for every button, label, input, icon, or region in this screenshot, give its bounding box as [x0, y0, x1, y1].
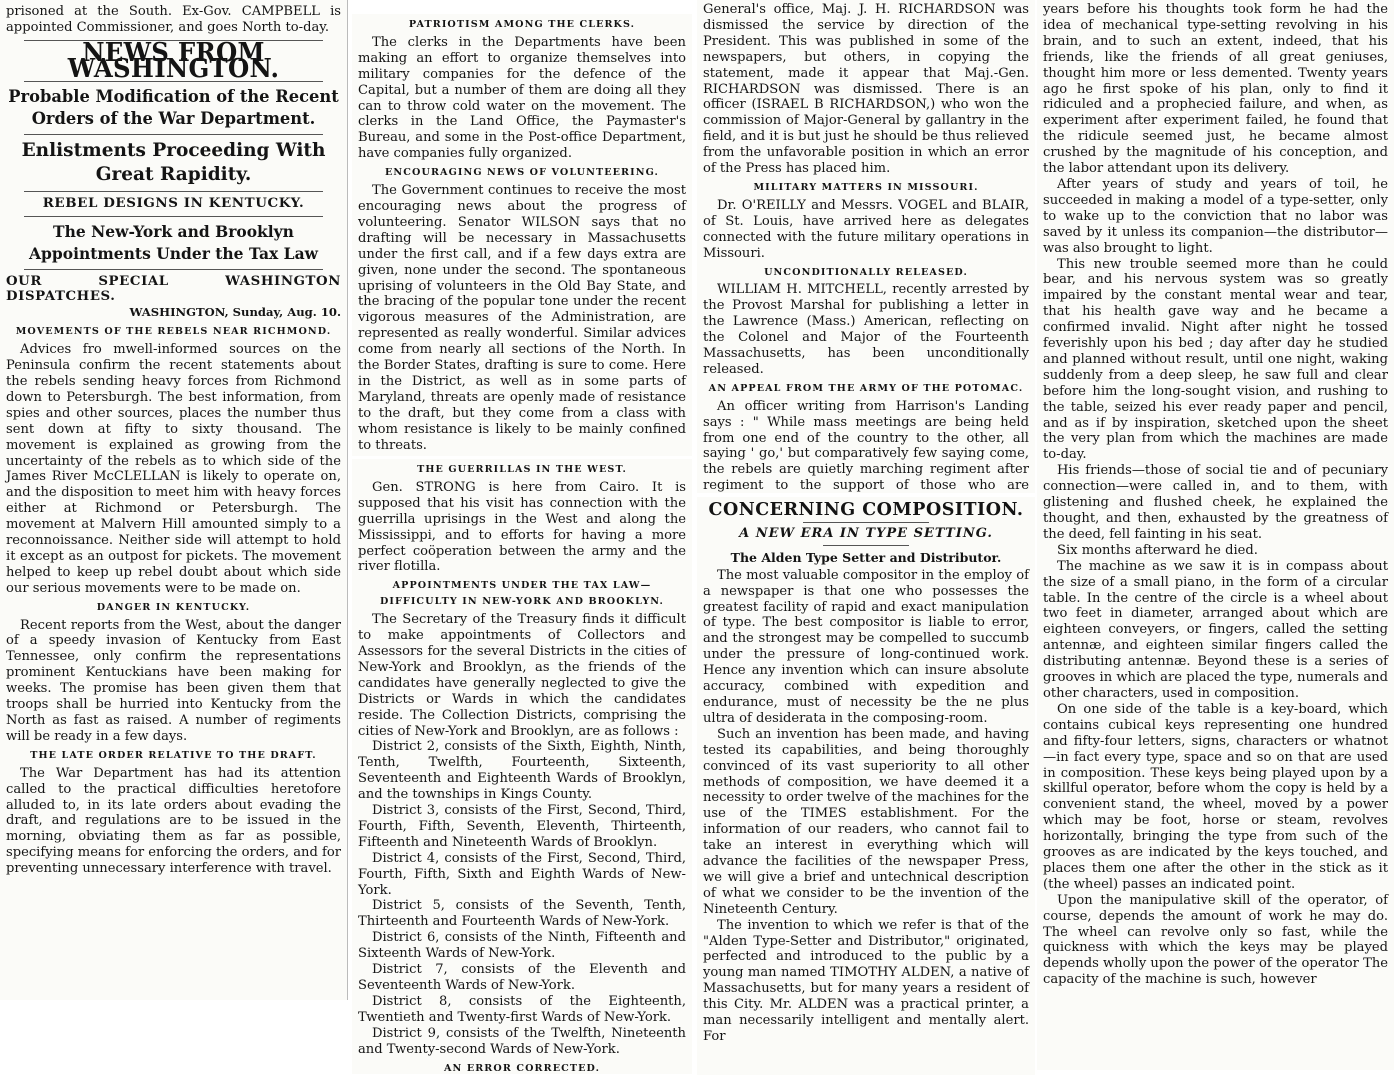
richardson-clipping	[697, 0, 1035, 493]
divider	[24, 269, 323, 270]
subhead-danger: DANGER IN KENTUCKY.	[96, 601, 251, 613]
subhead-error: AN ERROR CORRECTED.	[443, 1062, 601, 1074]
paragraph-patriotism: The clerks in the Departments have been making an effort to organize themselves into military companies for the defence of the Capital, but a number of them are doing all they can to throw cold water on the movement. The clerks in the Land Office, the Paymaster's Bureau, and some in the Post-office Department, have companies fully organized.	[358, 34, 686, 162]
paragraph-movements: Advices fro mwell-informed sources on the Peninsula confirm the recent statements about the rebels sending heavy forces from Richmond down to Petersburgh. The best information, from spies and other sources, places the number thus sent down at fifty to sixty thousand. The movement is explained as growing from the uncertainty of the rebels as to which side of the James River McCLELLAN is likely to operate on, and the disposition to meet him with heavy forces either at Richmond or Petersburgh. The movement at Malvern Hill amounted simply to a reconnoissance. Neither side will attempt to hold it except as an outpost for pickets. The movement helped to keep up rebel doubt about which side our serious movements were to be made on.	[6, 342, 341, 596]
headline: NEWS FROM WASHINGTON.	[67, 36, 280, 84]
dateline: WASHINGTON, Sunday, Aug. 10.	[129, 305, 341, 320]
paragraph-alden-7: On one side of the table is a key-board, which contains cubical keys representing one hundred and fifty-four letters, signs, characters or whatnot—in fact every type, space and so on that are used in composition. These keys being played upon by a skillful operator, before whom the copy is held by a convenient stand, the wheel, moved by a power which may be foot, horse or steam, revolves horizontally, bringing the type from such of the grooves as are indicated by the keys touched, and places them one after the other in the stick as it (the wheel) passes an indicated point.	[1043, 701, 1388, 892]
subhead-released: UNCONDITIONALLY RELEASED.	[764, 266, 968, 278]
subhead-patriotism: PATRIOTISM AMONG THE CLERKS.	[408, 19, 636, 30]
subhead-appointments: APPOINTMENTS UNDER THE TAX LAW—DIFFICULTY IN NEW-YORK AND BROOKLYN.	[379, 580, 664, 608]
paragraph-composition-3: The invention to which we refer is that of the "Alden Type-Setter and Distributor," originated, perfected and introduced to the public by a young man named TIMOTHY ALDEN, a native of Massachusetts, but for many years a resident of this City. Mr. ALDEN was a practical printer, a man necessarily intelligent and mentally alert. For	[703, 917, 1029, 1044]
district-item: District 3, consists of the First, Second, Third, Fourth, Fifth, Seventh, Eleventh, Thirteenth, Fifteenth and Nineteenth Wards of Brooklyn.	[358, 803, 686, 850]
paragraph-alden-6: The machine as we saw it is in compass about the size of a small piano, in the form of a circular table. In the centre of the circle is a wheel about two feet in diameter, arranged about which are eighteen conveyers, or fingers, called the setting antennæ, and eighteen similar fingers called the distributing antennæ. Beyond these is a series of grooves in which are placed the type, numerals and other characters, used in composition.	[1043, 558, 1388, 701]
divider	[823, 545, 909, 546]
headline-composition: CONCERNING COMPOSITION.	[708, 500, 1024, 520]
district-item: District 6, consists of the Ninth, Fifteenth and Sixteenth Wards of New-York.	[358, 930, 686, 962]
deck-modification: Probable Modification of the Recent Orders of the War Department.	[8, 86, 339, 128]
paragraph-danger: Recent reports from the West, about the danger of a speedy invasion of Kentucky from East Tennessee, only confirm the representations prominent Kentuckians have been making for weeks. The promise has been given them that troops shall be hurried into Kentucky from the North as fast as raised. A number of regiments will be ready in a few days.	[6, 617, 341, 744]
paragraph-alden-4: His friends—those of social tie and of pecuniary connection—were called in, and to them, with glistening and flushed cheek, he explained the thought, and then, exhausted by the greatness of the deed, fell fainting in his seat.	[1043, 463, 1388, 542]
divider	[24, 191, 323, 192]
dispatch-heading: OUR SPECIAL WASHINGTON DISPATCHES.	[6, 273, 341, 305]
subhead-movements: MOVEMENTS OF THE REBELS NEAR RICHMOND.	[15, 326, 332, 338]
district-item: District 5, consists of the Seventh, Tenth, Thirteenth and Fourteenth Wards of New-York.	[358, 898, 686, 930]
subhead-draft: THE LATE ORDER RELATIVE TO THE DRAFT.	[30, 749, 317, 761]
news-from-washington-clipping	[0, 0, 348, 1000]
divider	[803, 522, 929, 523]
district-item: District 4, consists of the First, Second, Third, Fourth, Fifth, Sixth and Eighth Wards of New-York.	[358, 850, 686, 898]
alden-continued-clipping	[1037, 0, 1394, 1070]
paragraph-draft: The War Department has had its attention called to the practical difficulties heretofore alluded to, in its late orders about evading the draft, and regulations are to be issued in the morning, obviating them as far as possible, specifying means for enforcing the orders, and for preventing unnecessary interference with travel.	[6, 765, 341, 877]
paragraph-alden-5: Six months afterward he died.	[1057, 542, 1258, 558]
paragraph-released: WILLIAM H. MITCHELL, recently arrested by the Provost Marshal for publishing a letter in the Lawrence (Mass.) American, reflecting on the Colonel and Major of the Fourteenth Massachusetts, has been unconditionally released.	[703, 282, 1029, 377]
paragraph-alden-3: This new trouble seemed more than he could bear, and his nervous system was so greatly impaired by the constant mental wear and tear, that his health gave way and he became a confirmed invalid. Night after night he tossed feverishly upon his bed ; day after day he studied and planned without result, until one night, waking suddenly from a deep sleep, he saw full and clear before him the long-sought vision, and rushing to the table, seized his ever ready paper and pencil, and as if by inspiration, sketched upon the sheet the very plan from which the machines are made to-day.	[1043, 256, 1388, 463]
guerrillas-clipping	[352, 459, 692, 1074]
subhead-guerrillas: THE GUERRILLAS IN THE WEST.	[417, 464, 627, 475]
district-item: District 7, consists of the Eleventh and Seventeenth Wards of New-York.	[358, 962, 686, 993]
subhead-missouri: MILITARY MATTERS IN MISSOURI.	[753, 181, 979, 193]
paragraph-composition-2: Such an invention has been made, and having tested its capabilities, and being thoroughly convinced of its vast superiority to all other methods of composition, we have deemed it a necessity to order twelve of the machines for the use of the TIMES establishment. For the information of our readers, who cannot fail to take an interest in everything which will advance the facilities of the newspaper Press, we will give a brief and untechnical description of what we consider to be the invention of the Nineteenth Century.	[703, 726, 1029, 917]
deck-enlistments: Enlistments Proceeding With Great Rapidity.	[21, 139, 326, 185]
paragraph-missouri: Dr. O'REILLY and Messrs. VOGEL and BLAIR, of St. Louis, have arrived here as delegates connected with the future military operations in Missouri.	[703, 197, 1029, 261]
paragraph-appeal: An officer writing from Harrison's Landing says : " While mass meetings are being held from one end of the country to the other, all saying ' go,' but comparatively few saying come, the rebels are quietly marching regiment after regiment to the support of those who are	[703, 398, 1029, 493]
subhead-encouraging: ENCOURAGING NEWS OF VOLUNTEERING.	[385, 167, 659, 179]
deck-appointments: The New-York and Brooklyn Appointments Under the Tax Law	[29, 221, 318, 263]
deck-new-era: A NEW ERA IN TYPE SETTING.	[739, 525, 993, 541]
paragraph-alden-2: After years of study and years of toil, he succeeded in making a model of a type-setter, only to wake up to the conviction that no labor was saved by it unless its companion—the distributor—was also brought to light.	[1043, 176, 1388, 256]
paragraph-alden-1: years before his thoughts took form he had the idea of mechanical type-setting revolving in his brain, and to such an extent, indeed, that his friends, like the friends of all great geniuses, thought him more or less demented. Twenty years ago he first spoke of his plan, only to find it ridiculed and a prophecied failure, and when, as experiment after experiment failed, he found that the ridicule seemed just, he became almost crushed by the magnitude of his conception, and the labor attendant upon its delivery.	[1043, 2, 1388, 177]
paragraph-appointments: The Secretary of the Treasury finds it difficult to make appointments of Collectors and Assessors for the several Districts in the cities of New-York and Brooklyn, as the friends of the candidates have generally neglected to give the Districts or Wards in which the candidates reside. The Collection Districts, comprising the cities of New-York and Brooklyn, are as follows :	[358, 612, 686, 739]
divider	[24, 216, 323, 217]
paragraph-composition-1: The most valuable compositor in the employ of a newspaper is that one who possesses the greatest facility of rapid and exact manipulation of type. The best compositor is liable to error, and the strongest may be compelled to succumb under the pressure of long-continued work. Hence any invention which can insure absolute accuracy, combined with expedition and endurance, must of necessity be the ne plus ultra of desiderata in the composing-room.	[703, 567, 1029, 726]
composition-clipping	[697, 497, 1035, 1075]
paragraph-richardson: General's office, Maj. J. H. RICHARDSON was dismissed the service by direction of the President. This was published in some of the newspapers, but others, in copying the statement, made it appear that Maj.-Gen. RICHARDSON was dismissed. There is an officer (ISRAEL B RICHARDSON,) who won the commission of Major-General by gallantry in the field, and it is but just he should be thus relieved from the unfavorable position in which an error of the Press has placed him.	[703, 2, 1029, 177]
patriotism-clipping	[352, 14, 692, 456]
divider	[24, 134, 323, 135]
top-fragment: prisoned at the South. Ex-Gov. CAMPBELL is appointed Commissioner, and goes North to-day.	[6, 4, 341, 35]
paragraph-alden-8: Upon the manipulative skill of the operator, of course, depends the amount of work he may do. The wheel can revolve only so fast, while the quickness with which the keys may be played depends wholly upon the power of the operator The capacity of the machine is such, however	[1043, 892, 1389, 988]
paragraph-guerrillas: Gen. STRONG is here from Cairo. It is supposed that his visit has connection with the guerrilla uprisings in the West and along the Mississippi, and to efforts for having a more perfect coöperation between the army and the river flotilla.	[358, 479, 686, 575]
district-item: District 9, consists of the Twelfth, Nineteenth and Twenty-second Wards of New-York.	[358, 1025, 686, 1057]
paragraph-encouraging: The Government continues to receive the most encouraging news about the progress of volunteering. Senator WILSON says that no drafting will be necessary in Massachusetts under the first call, and if a few days extra are given, none under the second. The spontaneous uprising of volunteers in the Old Bay State, and the bracing of the popular tone under the recent vigorous measures of the Administration, are represented as really wonderful. Similar advices come from nearly all sections of the North. In the Border States, drafting is sure to come. Here in the District, as well as in some parts of Maryland, threats are openly made of resistance to the draft, but they come from a class with whom resistance is likely to be mainly confined to threats.	[358, 183, 686, 453]
deck-rebel-designs: REBEL DESIGNS IN KENTUCKY.	[42, 194, 305, 211]
subhead-alden: The Alden Type Setter and Distributor.	[730, 549, 1002, 565]
district-item: District 8, consists of the Eighteenth, Twentieth and Twenty-first Wards of New-York.	[358, 993, 686, 1025]
subhead-appeal: AN APPEAL FROM THE ARMY OF THE POTOMAC.	[708, 382, 1024, 394]
district-item: District 2, consists of the Sixth, Eighth, Ninth, Tenth, Twelfth, Fourteenth, Sixteenth, Seventeenth and Eighteenth Wards of Brooklyn, and the townships in Kings County.	[358, 739, 686, 803]
